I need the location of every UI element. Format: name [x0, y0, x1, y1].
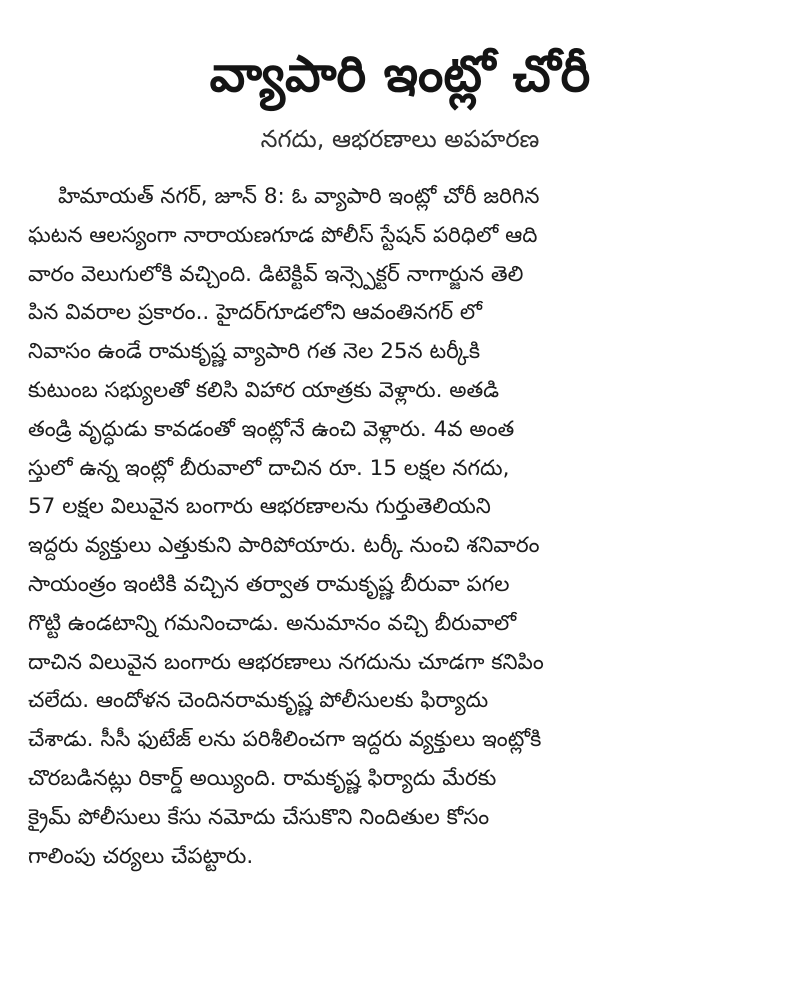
body-line: సాయంత్రం ఇంటికి వచ్చిన తర్వాత రామకృష్ణ బీరువా పగల — [28, 571, 510, 597]
body-line: గొట్టి ఉండటాన్ని గమనించాడు. అనుమానం వచ్చి బీరువాలో — [28, 610, 517, 636]
body-line: స్తులో ఉన్న ఇంట్లో బీరువాలో దాచిన రూ. 15 లక్షల నగదు, — [28, 455, 510, 481]
previous-article-cutoff — [0, 0, 800, 12]
article-headline: వ్యాపారి ఇంట్లో చోరీ — [209, 45, 591, 103]
body-line: 57 లక్షల విలువైన బంగారు ఆభరణాలను గుర్తుతెలియని — [28, 494, 491, 520]
body-line: చలేదు. ఆందోళన చెందినరామకృష్ణ పోలీసులకు ఫిర్యాదు — [28, 688, 489, 714]
article-subheadline: నగదు, ఆభరణాలు అపహరణ — [260, 125, 540, 153]
body-line: ఘటన ఆలస్యంగా నారాయణగూడ పోలీస్ స్టేషన్ పరిధిలో ఆది — [28, 222, 538, 248]
body-line: క్రైమ్ పోలీసులు కేసు నమోదు చేసుకొని నిందితుల కోసం — [28, 804, 490, 830]
body-line: తండ్రి వృద్ధుడు కావడంతో ఇంట్లోనే ఉంచి వెళ్లారు. 4వ అంత — [28, 416, 515, 442]
body-line: వారం వెలుగులోకి వచ్చింది. డిటెక్టివ్ ఇన్స్పెక్టర్ నాగార్జున తెలి — [28, 261, 524, 287]
body-line: చొరబడినట్లు రికార్డ్ అయ్యింది. రామకృష్ణ ఫిర్యాదు మేరకు — [28, 765, 497, 791]
body-line: చేశాడు. సీసీ ఫుటేజ్ లను పరిశీలించగా ఇద్దరు వ్యక్తులు ఇంట్లోకి — [28, 727, 542, 753]
body-line: కుటుంబ సభ్యులతో కలిసి విహార యాత్రకు వెళ్లారు. అతడి — [28, 377, 500, 403]
body-line: నివాసం ఉండే రామకృష్ణ వ్యాపారి గత నెల 25న టర్కీకి — [28, 339, 481, 365]
body-line: గాలింపు చర్యలు చేపట్టారు. — [28, 843, 254, 869]
body-line: దాచిన విలువైన బంగారు ఆభరణాలు నగదును చూడగా కనిపిం — [28, 649, 544, 675]
article-body — [28, 178, 773, 876]
next-article-cutoff — [0, 968, 800, 988]
body-line: హిమాయత్ నగర్, జూన్ 8: ఓ వ్యాపారి ఇంట్లో చోరీ జరిగిన — [58, 184, 540, 209]
body-line: పిన వివరాల ప్రకారం.. హైదర్‌గూడలోని ఆవంతినగర్ లో — [28, 300, 483, 326]
body-line: ఇద్దరు వ్యక్తులు ఎత్తుకుని పారిపోయారు. టర్కీ నుంచి శనివారం — [28, 533, 540, 559]
